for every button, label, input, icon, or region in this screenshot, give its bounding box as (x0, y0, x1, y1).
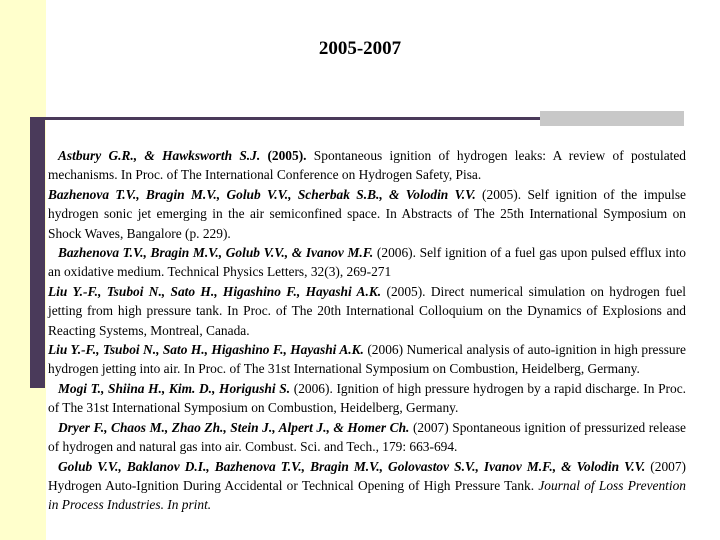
reference-text: Numerical analysis of auto-ignition in high pressure hydrogen jetting into air. In Proc. of The 31st International Symposium on Combustion, Heidelberg, Germany. (48, 342, 687, 377)
reference-text: Direct numerical simulation on hydrogen fuel jetting from high pressure tank. In Proc. of The 20th International Colloquium on the Dynamics of Explosions and Reacting Systems, Montreal, Canada. (48, 283, 686, 338)
reference-year: (2005). (475, 186, 522, 202)
reference-year: (2006). (290, 380, 333, 396)
reference-authors: Liu Y.-F., Tsuboi N., Sato H., Higashino F., Hayashi A.K. (48, 342, 364, 358)
reference-item (48, 185, 686, 243)
reference-item (48, 457, 686, 515)
reference-text: Ignition of high pressure hydrogen by a rapid discharge. In Proc. of The 31st International Symposium on Combustion, Heidelberg, Germany. (48, 380, 687, 416)
reference-item (48, 418, 686, 457)
reference-year: (2006). (373, 245, 416, 261)
reference-item (48, 379, 686, 418)
reference-list (48, 146, 686, 515)
reference-year: (2007) (645, 458, 686, 474)
reference-text: Spontaneous ignition of pressurized release of hydrogen and natural gas into air. Combust. Sci. and Tech., 179: 663-694. (48, 419, 686, 455)
reference-authors: Bazhenova T.V., Bragin M.V., Golub V.V., & Ivanov M.F. (58, 245, 374, 261)
reference-year: (2005). (381, 283, 426, 299)
reference-text: Hydrogen Auto-Ignition During Accidental or Technical Opening of High Pressure Tank. (48, 477, 539, 493)
reference-authors: Dryer F., Chaos M., Zhao Zh., Stein J., Alpert J., & Homer Ch. (58, 419, 410, 435)
reference-item (48, 243, 686, 282)
title-divider-light (540, 111, 684, 126)
reference-authors: Astbury G.R., & Hawksworth S.J. (58, 148, 261, 163)
slide-title: 2005-2007 (318, 38, 402, 59)
reference-item (48, 146, 686, 185)
reference-text: Self ignition of the impulse hydrogen sonic jet emerging in the air semiconfined space. In Abstracts of The 25th International Symposium on Shock Waves, Bangalore (p. 229). (48, 186, 686, 241)
reference-year: (2006) (363, 342, 404, 358)
reference-authors: Mogi T., Shiina H., Kim. D., Horigushi S. (58, 380, 291, 396)
reference-year: (2005). (260, 148, 307, 163)
title-divider-dark (30, 117, 540, 120)
reference-text: Self ignition of a fuel gas upon pulsed efflux into an oxidative medium. Technical Physics Letters, 32(3), 269-271 (48, 245, 686, 280)
side-accent-bar (30, 118, 45, 388)
reference-authors: Golub V.V., Baklanov D.I., Bazhenova T.V., Bragin M.V., Golovastov S.V., Ivanov M.F., & Volodin V.V. (58, 458, 646, 474)
reference-authors: Liu Y.-F., Tsuboi N., Sato H., Higashino F., Hayashi A.K. (48, 283, 382, 299)
reference-item (48, 282, 686, 340)
reference-text: Spontaneous ignition of hydrogen leaks: A review of postulated mechanisms. In Proc. of The International Conference on Hydrogen Safety, Pisa. (48, 148, 686, 183)
reference-item (48, 340, 686, 379)
reference-year: (2007) (409, 419, 449, 435)
reference-journal: Journal of Loss Prevention in Process Industries. In print. (48, 477, 686, 513)
reference-authors: Bazhenova T.V., Bragin M.V., Golub V.V., Scherbak S.B., & Volodin V.V. (48, 186, 476, 202)
